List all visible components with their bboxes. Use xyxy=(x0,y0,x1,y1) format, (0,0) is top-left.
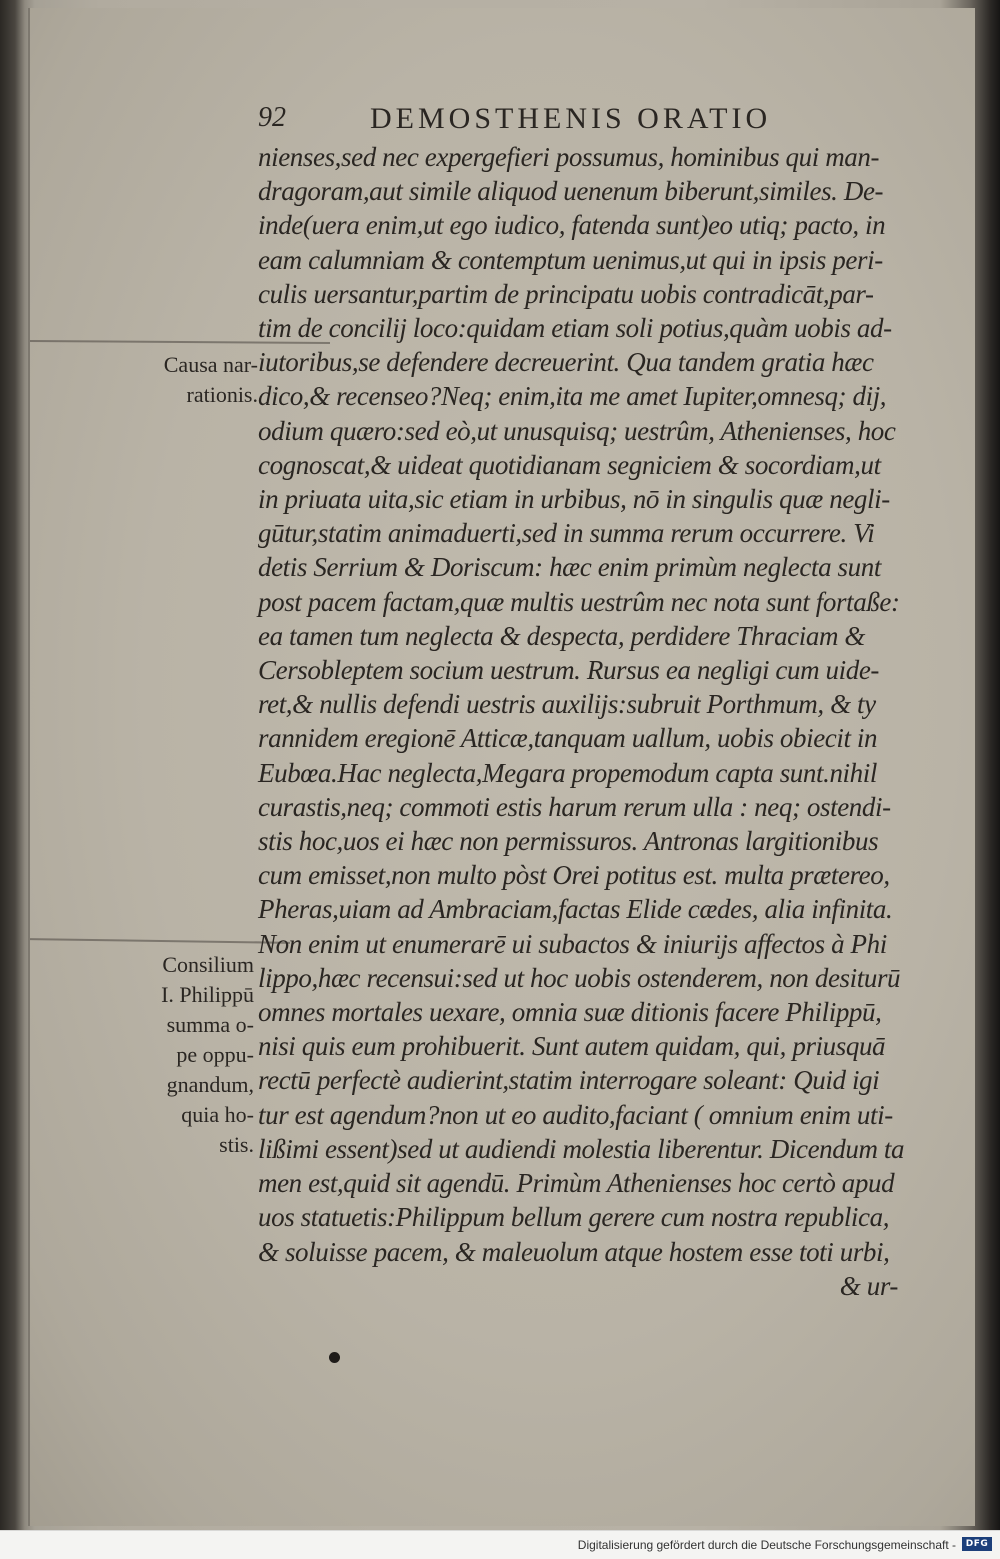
text-line: omnes mortales uexare, omnia suæ ditionis facere Philippū, xyxy=(258,997,882,1028)
marginal-line: stis. xyxy=(219,1132,254,1157)
text-line: stis hoc,uos ei hæc non permissuros. Antronas largitionibus xyxy=(258,826,879,857)
text-line: culis uersantur,partim de principatu uobis contradicāt,par- xyxy=(258,278,874,309)
text-line: rectū perfectè audierint,statim interrogare soleant: Quid igi xyxy=(258,1065,880,1096)
marginal-line: Consilium xyxy=(162,952,254,977)
text-line: tur est agendum?non ut eo audito,faciant ( omnium enim uti- xyxy=(258,1099,893,1130)
text-line: gūtur,statim animaduerti,sed in summa rerum occurrere. Vi xyxy=(258,518,875,549)
text-line: Cersobleptem socium uestrum. Rursus ea negligi cum uide- xyxy=(258,655,880,686)
text-line: ea tamen tum neglecta & despecta, perdidere Thraciam & xyxy=(258,620,866,651)
text-line: Pheras,uiam ad Ambraciam,factas Elide cædes, alia infinita. xyxy=(258,894,893,925)
text-line: odium quæro:sed eò,ut unusquisq; uestrûm, Athenienses, hoc xyxy=(258,415,896,446)
text-line: & soluisse pacem, & maleuolum atque hostem esse toti urbi, xyxy=(258,1236,890,1267)
ink-dot-mark xyxy=(329,1352,340,1363)
text-line: dico,& recenseo?Neq; enim,ita me amet Iupiter,omnesq; dij, xyxy=(258,381,887,412)
text-line: Eubœa.Hac neglecta,Megara propemodum capta sunt.nihil xyxy=(258,757,877,788)
funding-credit: Digitalisierung gefördert durch die Deutsche Forschungsgemeinschaft - xyxy=(577,1538,956,1552)
marginal-line: rationis. xyxy=(186,382,258,407)
text-line: rannidem eregionē Atticæ,tanquam uallum, uobis obiecit in xyxy=(258,723,878,754)
marginal-line: Causa nar- xyxy=(163,352,258,377)
main-text xyxy=(258,140,918,1303)
marginal-note-consilium xyxy=(112,950,254,1160)
dfg-logo: DFG xyxy=(962,1537,992,1551)
marginal-note-causa xyxy=(112,350,258,410)
text-line: iutoribus,se defendere decreuerint. Qua tandem gratia hæc xyxy=(258,347,874,378)
text-line: nienses,sed nec expergefieri possumus, hominibus qui man- xyxy=(258,142,880,172)
text-line: detis Serrium & Doriscum: hæc enim primùm neglecta sunt xyxy=(258,552,881,583)
page-crease xyxy=(30,938,290,944)
marginal-line: summa o- xyxy=(166,1012,254,1037)
digitization-footer xyxy=(0,1530,1000,1559)
text-line: eam calumniam & contemptum uenimus,ut qui in ipsis peri- xyxy=(258,244,883,275)
text-line: tim de concilij loco:quidam etiam soli potius,quàm uobis ad- xyxy=(258,313,892,344)
text-line: post pacem factam,quæ multis uestrûm nec nota sunt fortaße: xyxy=(258,586,900,617)
text-line: cum emisset,non multo pòst Orei potitus est. multa prætereo, xyxy=(258,860,890,891)
text-line: cognoscat,& uideat quotidianam segniciem & socordiam,ut xyxy=(258,449,881,480)
text-line: Non enim ut enumerarē ui subactos & iniurijs affectos à Phi xyxy=(258,928,887,959)
text-line: men est,quid sit agendū. Primùm Athenienses hoc certò apud xyxy=(258,1168,895,1199)
text-line: nisi quis eum prohibuerit. Sunt autem quidam, qui, priusquā xyxy=(258,1031,886,1062)
text-line: uos statuetis:Philippum bellum gerere cum nostra republica, xyxy=(258,1202,890,1233)
text-line: lippo,hæc recensui:sed ut hoc uobis ostenderem, non desiturū xyxy=(258,962,901,993)
text-line: in priuata uita,sic etiam in urbibus, nō in singulis quæ negli- xyxy=(258,484,890,515)
catchword: & ur- xyxy=(839,1270,898,1301)
text-line: ret,& nullis defendi uestris auxilijs:subruit Porthmum, & ty xyxy=(258,689,876,720)
running-title: DEMOSTHENIS ORATIO xyxy=(370,102,772,135)
marginal-line: I. Philippū xyxy=(161,982,254,1007)
page-number: 92 xyxy=(258,102,286,133)
marginal-line: gnandum, xyxy=(166,1072,254,1097)
text-line: inde(uera enim,ut ego iudico, fatenda sunt)eo utiq; pacto, in xyxy=(258,210,886,241)
text-line: curastis,neq; commoti estis harum rerum ulla : neq; ostendi- xyxy=(258,791,891,822)
running-head xyxy=(258,102,818,142)
marginal-line: quia ho- xyxy=(181,1102,254,1127)
text-line: lißimi essent)sed ut audiendi molestia liberentur. Dicendum ta xyxy=(258,1133,905,1164)
text-line: dragoram,aut simile aliquod uenenum biberunt,similes. De- xyxy=(258,176,884,207)
marginal-line: pe oppu- xyxy=(176,1042,254,1067)
